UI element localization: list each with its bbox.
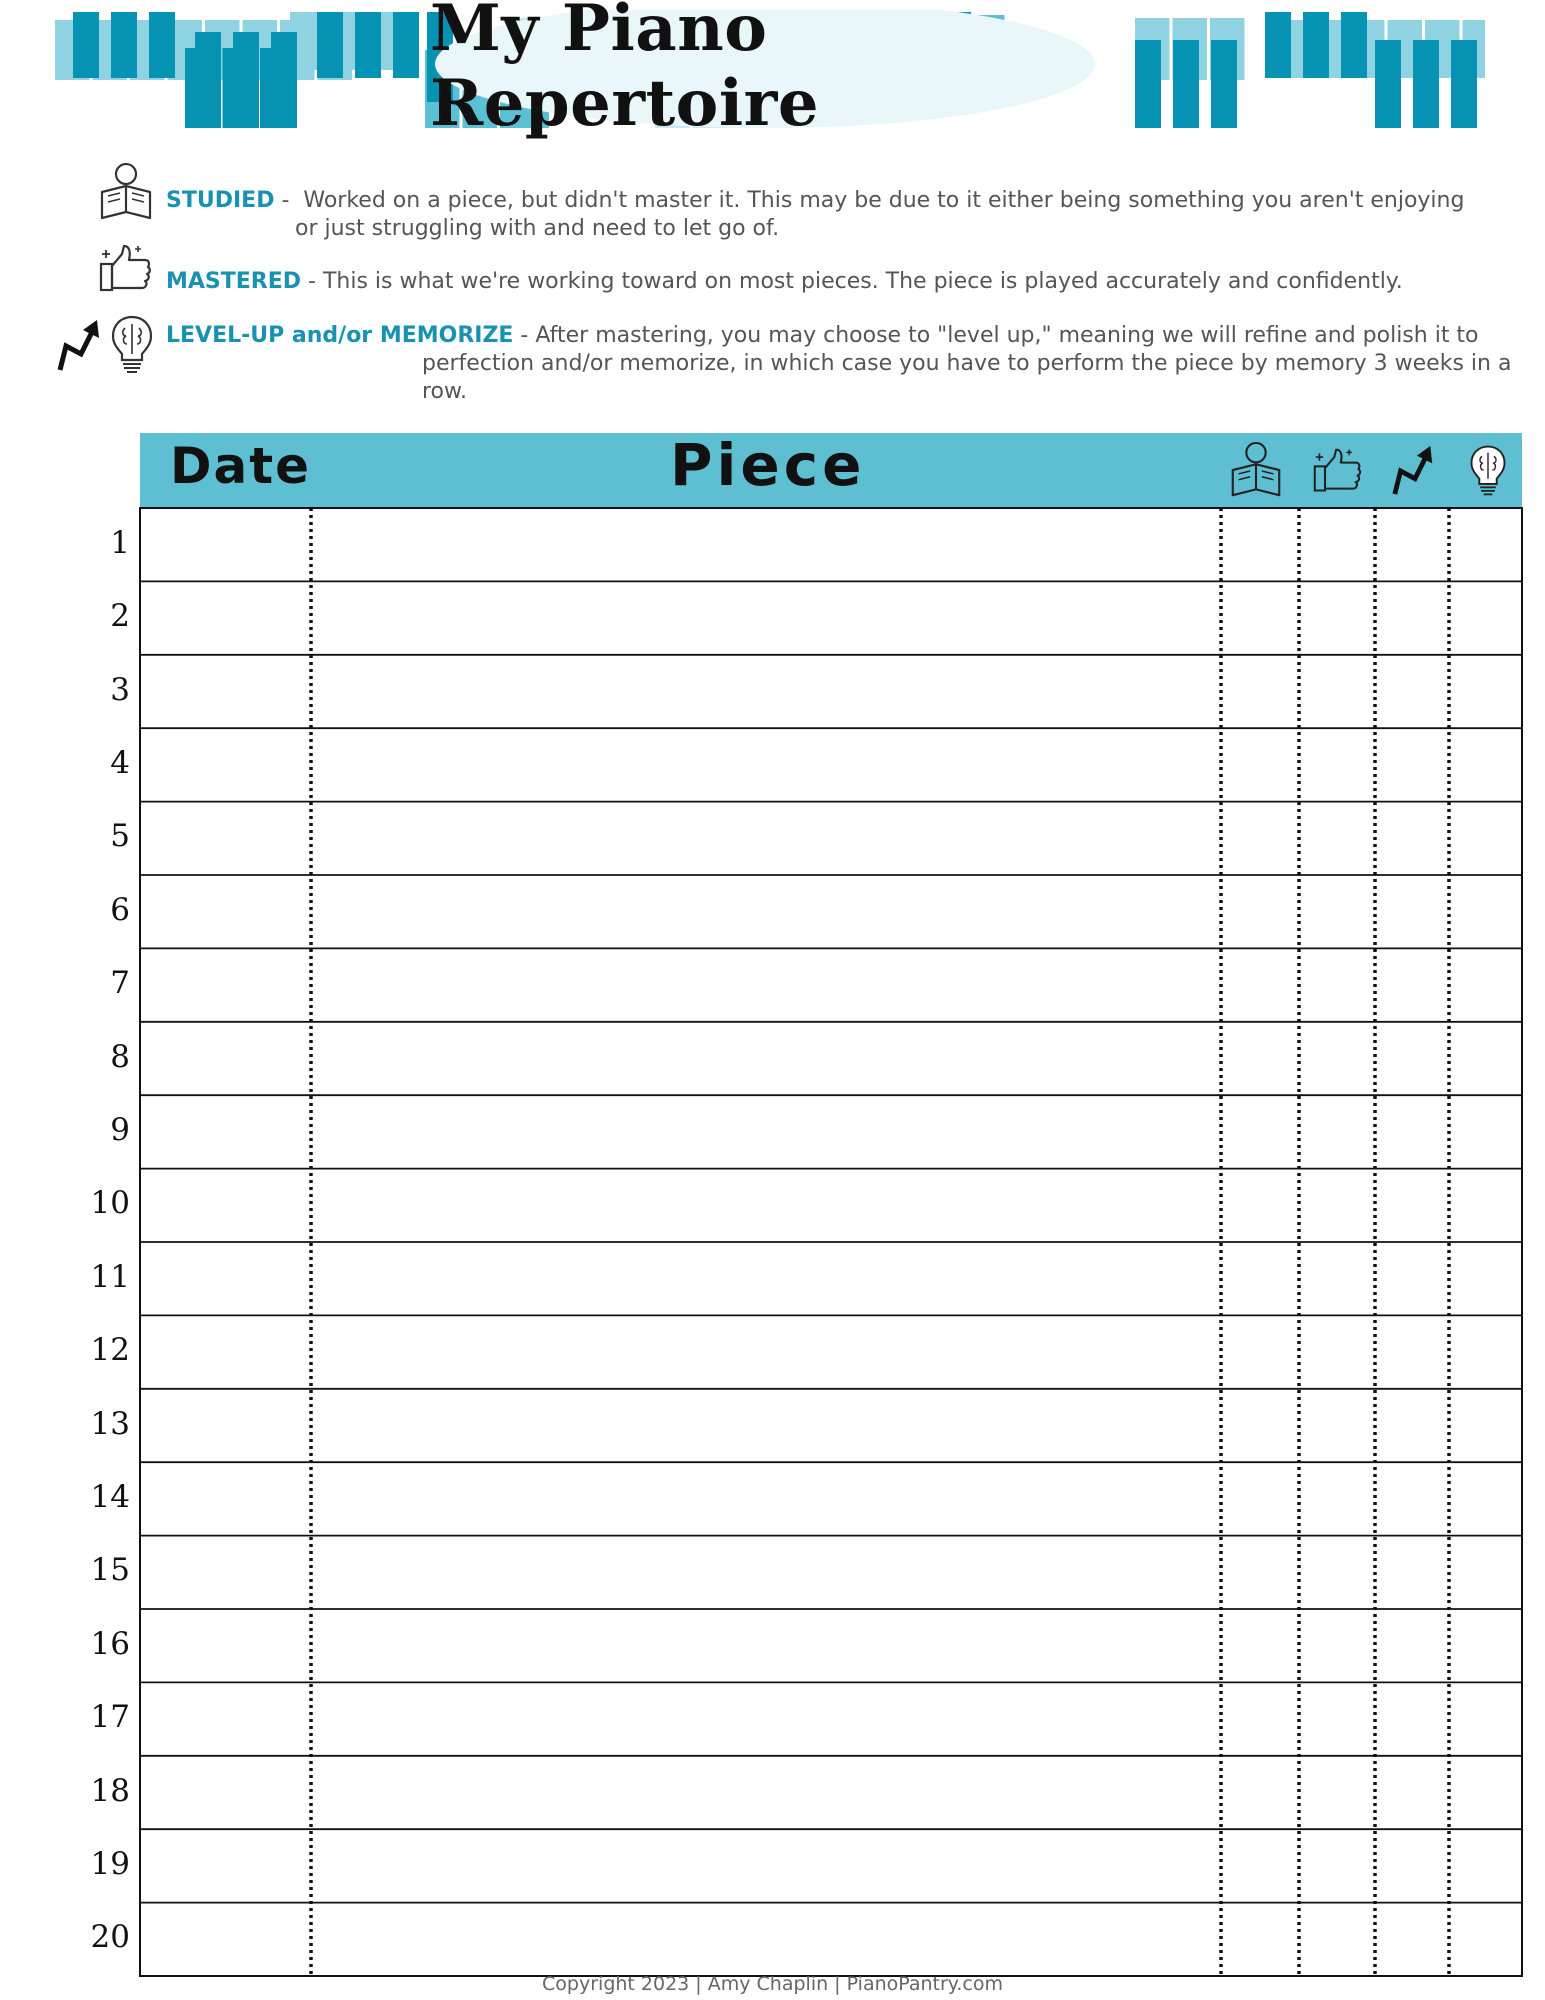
studied-cell[interactable] (1221, 1389, 1299, 1462)
studied-cell[interactable] (1221, 1536, 1299, 1609)
legend-separator: - (274, 188, 304, 213)
studied-cell[interactable] (1221, 1095, 1299, 1168)
studied-cell[interactable] (1221, 1315, 1299, 1388)
piece-cell[interactable] (311, 948, 1221, 1021)
row-number: 16 (90, 1625, 130, 1662)
mastered-cell[interactable] (1299, 1829, 1375, 1902)
studied-cell[interactable] (1221, 1242, 1299, 1315)
legend-term-studied: STUDIED (166, 188, 275, 213)
memorize-cell[interactable] (1449, 1095, 1522, 1168)
piece-cell[interactable] (311, 1903, 1221, 1976)
piece-cell[interactable] (311, 1242, 1221, 1315)
memorize-cell[interactable] (1449, 655, 1522, 728)
legend-desc-level-up-line2: perfection and/or memorize, in which case you have to perform the piece by memory 3 weeks in a row. (422, 351, 1512, 404)
level-up-cell[interactable] (1375, 508, 1449, 581)
row-number: 18 (90, 1772, 130, 1809)
memorize-cell[interactable] (1449, 728, 1522, 801)
memorize-cell[interactable] (1449, 1682, 1522, 1755)
level-up-cell[interactable] (1375, 1756, 1449, 1829)
memorize-cell[interactable] (1449, 1022, 1522, 1095)
memorize-cell[interactable] (1449, 1389, 1522, 1462)
date-cell[interactable] (140, 1169, 311, 1242)
memorize-cell[interactable] (1449, 581, 1522, 654)
date-cell[interactable] (140, 1682, 311, 1755)
legend-separator: - (301, 269, 323, 294)
mastered-cell[interactable] (1299, 1169, 1375, 1242)
level-up-cell[interactable] (1375, 948, 1449, 1021)
level-up-cell[interactable] (1375, 1903, 1449, 1976)
column-header-piece: Piece (670, 431, 866, 499)
row-number: 6 (110, 891, 130, 928)
piece-cell[interactable] (311, 1095, 1221, 1168)
mastered-cell[interactable] (1299, 1315, 1375, 1388)
memorize-cell[interactable] (1449, 1315, 1522, 1388)
piece-cell[interactable] (311, 581, 1221, 654)
row-number: 8 (110, 1038, 130, 1075)
level-up-cell[interactable] (1375, 1462, 1449, 1535)
level-up-cell[interactable] (1375, 655, 1449, 728)
level-up-cell[interactable] (1375, 802, 1449, 875)
date-cell[interactable] (140, 875, 311, 948)
legend-term-level-up: LEVEL-UP and/or MEMORIZE (166, 323, 514, 348)
date-cell[interactable] (140, 802, 311, 875)
memorize-cell[interactable] (1449, 1829, 1522, 1902)
level-up-cell[interactable] (1375, 1242, 1449, 1315)
mastered-cell[interactable] (1299, 875, 1375, 948)
date-cell[interactable] (140, 1829, 311, 1902)
studied-cell[interactable] (1221, 948, 1299, 1021)
legend-desc-studied-line2: or just struggling with and need to let go of. (295, 216, 780, 241)
studied-cell[interactable] (1221, 1462, 1299, 1535)
mastered-cell[interactable] (1299, 1242, 1375, 1315)
studied-cell[interactable] (1221, 875, 1299, 948)
date-cell[interactable] (140, 948, 311, 1021)
piece-cell[interactable] (311, 802, 1221, 875)
mastered-cell[interactable] (1299, 581, 1375, 654)
level-up-cell[interactable] (1375, 1682, 1449, 1755)
legend-desc-mastered: This is what we're working toward on most pieces. The piece is played accurately and confidently. (322, 269, 1403, 294)
memorize-cell[interactable] (1449, 508, 1522, 581)
memorize-cell[interactable] (1449, 1756, 1522, 1829)
row-number: 11 (90, 1258, 130, 1295)
level-up-cell[interactable] (1375, 581, 1449, 654)
mastered-cell[interactable] (1299, 1756, 1375, 1829)
page-title: My Piano Repertoire (430, 0, 820, 141)
mastered-cell[interactable] (1299, 1609, 1375, 1682)
level-up-cell[interactable] (1375, 1022, 1449, 1095)
piece-cell[interactable] (311, 1829, 1221, 1902)
piece-cell[interactable] (311, 1682, 1221, 1755)
level-up-cell[interactable] (1375, 1389, 1449, 1462)
date-cell[interactable] (140, 1242, 311, 1315)
row-number: 14 (90, 1478, 130, 1515)
memorize-cell[interactable] (1449, 802, 1522, 875)
row-number: 15 (90, 1552, 130, 1589)
mastered-cell[interactable] (1299, 1095, 1375, 1168)
level-up-cell[interactable] (1375, 728, 1449, 801)
studied-cell[interactable] (1221, 1829, 1299, 1902)
mastered-cell[interactable] (1299, 728, 1375, 801)
row-number: 2 (110, 598, 130, 635)
piece-cell[interactable] (311, 508, 1221, 581)
column-header-date: Date (170, 437, 312, 495)
date-cell[interactable] (140, 1462, 311, 1535)
level-up-cell[interactable] (1375, 1315, 1449, 1388)
studied-cell[interactable] (1221, 1903, 1299, 1976)
legend-desc-studied-line1: Worked on a piece, but didn't master it. This may be due to it either being something you aren't enjoying (303, 188, 1465, 213)
date-cell[interactable] (140, 1609, 311, 1682)
date-cell[interactable] (140, 655, 311, 728)
mastered-cell[interactable] (1299, 508, 1375, 581)
date-cell[interactable] (140, 1022, 311, 1095)
piece-cell[interactable] (311, 1756, 1221, 1829)
studied-cell[interactable] (1221, 802, 1299, 875)
footer-copyright: Copyright 2023 | Amy Chaplin | PianoPantry.com (542, 1973, 1003, 1995)
row-number: 4 (110, 744, 130, 781)
level-up-cell[interactable] (1375, 1609, 1449, 1682)
date-cell[interactable] (140, 581, 311, 654)
mastered-cell[interactable] (1299, 655, 1375, 728)
studied-cell[interactable] (1221, 1756, 1299, 1829)
row-number: 10 (90, 1185, 130, 1222)
row-number: 17 (90, 1699, 130, 1736)
mastered-cell[interactable] (1299, 1536, 1375, 1609)
memorize-cell[interactable] (1449, 1169, 1522, 1242)
row-number: 9 (110, 1111, 130, 1148)
memorize-cell[interactable] (1449, 1462, 1522, 1535)
piece-cell[interactable] (311, 1022, 1221, 1095)
studied-cell[interactable] (1221, 728, 1299, 801)
studied-cell[interactable] (1221, 1022, 1299, 1095)
piece-cell[interactable] (311, 1536, 1221, 1609)
studied-cell[interactable] (1221, 1609, 1299, 1682)
row-number: 7 (110, 965, 130, 1002)
level-up-cell[interactable] (1375, 1169, 1449, 1242)
piece-cell[interactable] (311, 1609, 1221, 1682)
row-number: 20 (90, 1919, 130, 1956)
level-up-cell[interactable] (1375, 1095, 1449, 1168)
row-number: 13 (90, 1405, 130, 1442)
mastered-cell[interactable] (1299, 1682, 1375, 1755)
row-number: 19 (90, 1845, 130, 1882)
level-up-cell[interactable] (1375, 1536, 1449, 1609)
memorize-cell[interactable] (1449, 1242, 1522, 1315)
legend-desc-level-up-line1: After mastering, you may choose to "level up," meaning we will refine and polish it to (535, 323, 1479, 348)
level-up-cell[interactable] (1375, 1829, 1449, 1902)
date-cell[interactable] (140, 728, 311, 801)
piece-cell[interactable] (311, 728, 1221, 801)
legend-separator: - (513, 323, 536, 348)
memorize-cell[interactable] (1449, 1536, 1522, 1609)
row-number: 3 (110, 671, 130, 708)
date-cell[interactable] (140, 1389, 311, 1462)
date-cell[interactable] (140, 1095, 311, 1168)
piece-cell[interactable] (311, 1315, 1221, 1388)
memorize-cell[interactable] (1449, 875, 1522, 948)
piece-cell[interactable] (311, 1389, 1221, 1462)
mastered-cell[interactable] (1299, 1462, 1375, 1535)
mastered-cell[interactable] (1299, 802, 1375, 875)
piece-cell[interactable] (311, 655, 1221, 728)
row-number: 5 (110, 818, 130, 855)
mastered-cell[interactable] (1299, 1903, 1375, 1976)
studied-cell[interactable] (1221, 655, 1299, 728)
date-cell[interactable] (140, 508, 311, 581)
legend-term-mastered: MASTERED (166, 269, 302, 294)
date-cell[interactable] (140, 1756, 311, 1829)
studied-cell[interactable] (1221, 1169, 1299, 1242)
date-cell[interactable] (140, 1903, 311, 1976)
memorize-cell[interactable] (1449, 1903, 1522, 1976)
studied-cell[interactable] (1221, 581, 1299, 654)
studied-cell[interactable] (1221, 1682, 1299, 1755)
studied-cell[interactable] (1221, 508, 1299, 581)
date-cell[interactable] (140, 1315, 311, 1388)
mastered-cell[interactable] (1299, 1022, 1375, 1095)
row-number: 1 (110, 524, 130, 561)
piece-cell[interactable] (311, 875, 1221, 948)
row-number: 12 (90, 1332, 130, 1369)
piece-cell[interactable] (311, 1462, 1221, 1535)
mastered-cell[interactable] (1299, 948, 1375, 1021)
level-up-cell[interactable] (1375, 875, 1449, 948)
piece-cell[interactable] (311, 1169, 1221, 1242)
memorize-cell[interactable] (1449, 948, 1522, 1021)
date-cell[interactable] (140, 1536, 311, 1609)
mastered-cell[interactable] (1299, 1389, 1375, 1462)
memorize-cell[interactable] (1449, 1609, 1522, 1682)
